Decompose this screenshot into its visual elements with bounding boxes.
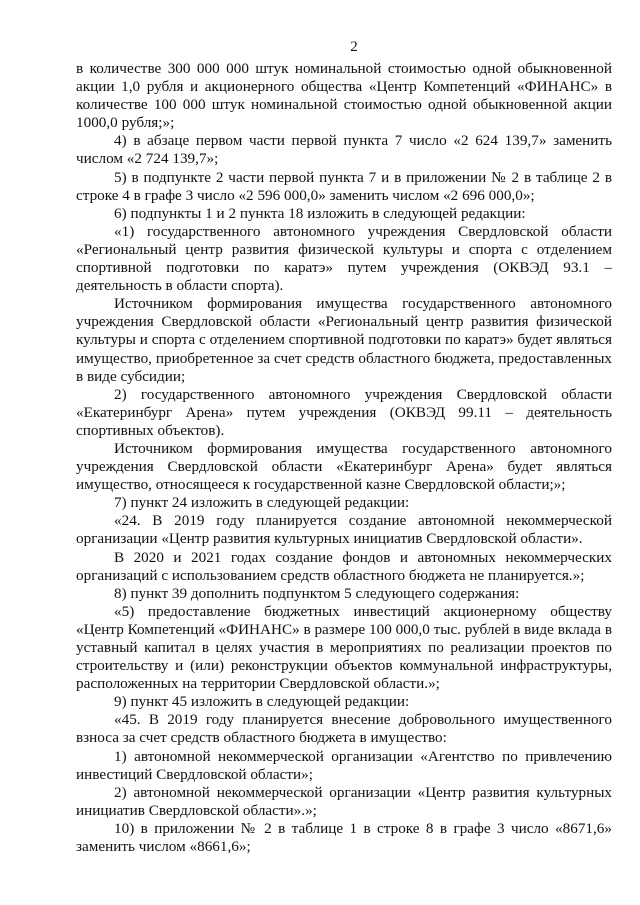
paragraph-point-24: «24. В 2019 году планируется создание автономной некоммерческой организации «Центр развития культурных инициатив Свердловской области».	[76, 512, 612, 548]
paragraph-item-7: 7) пункт 24 изложить в следующей редакции:	[114, 494, 410, 512]
paragraph-property-source-2: Источником формирования имущества государственного автономного учреждения Свердловской области «Екатеринбург Арена» будет являться имущество, относящееся к государственной казне Свердловской области;»;	[76, 439, 612, 494]
paragraph-point-45-subitem-1: 1) автономной некоммерческой организации «Агентство по привлечению инвестиций Свердловской области»;	[76, 747, 612, 783]
paragraph-continuation: в количестве 300 000 000 штук номинальной стоимостью одной обыкновенной акции 1,0 рубля и акционерного общества «Центр Компетенций «ФИНАНС» в количестве 100 000 штук номинальной стоимостью одной обыкновенной акции 1000,0 рубля;»;	[76, 60, 612, 132]
paragraph-point-24-continued: В 2020 и 2021 годах создание фондов и автономных некоммерческих организаций с использованием средств областного бюджета не планируется.»;	[76, 548, 612, 584]
paragraph-property-source-1: Источником формирования имущества государственного автономного учреждения Свердловской области «Региональный центр развития физической культуры и спорта с отделением спортивной подготовки по каратэ» будет являться имущество, приобретенное за счет средств областного бюджета, предоставленных в виде субсидии;	[76, 295, 612, 385]
page-number: 2	[350, 39, 358, 55]
paragraph-point-45-subitem-2: 2) автономной некоммерческой организации «Центр развития культурных инициатив Свердловской области».»;	[76, 783, 612, 819]
paragraph-item-6: 6) подпункты 1 и 2 пункта 18 изложить в следующей редакции:	[114, 204, 526, 222]
paragraph-subitem-2: 2) государственного автономного учреждения Свердловской области «Екатеринбург Арена» путем учреждения (ОКВЭД 99.11 – деятельность спортивных объектов).	[76, 385, 612, 439]
paragraph-item-8: 8) пункт 39 дополнить подпунктом 5 следующего содержания:	[114, 584, 520, 602]
paragraph-subitem-1: «1) государственного автономного учреждения Свердловской области «Региональный центр развития физической культуры и спорта с отделением спортивной подготовки по каратэ» путем учреждения (ОКВЭД 93.1 – деятельность в области спорта).	[76, 222, 612, 295]
paragraph-subitem-5: «5) предоставление бюджетных инвестиций акционерному обществу «Центр Компетенций «ФИНАНС» в размере 100 000,0 тыс. рублей в виде вклада в уставный капитал в целях участия в мероприятиях по реализации проектов по строительству и (или) реконструкции объектов коммунальной инфраструктуры, расположенных на территории Свердловской области.»;	[76, 602, 612, 693]
paragraph-point-45: «45. В 2019 году планируется внесение добровольного имущественного взноса за счет средств областного бюджета в имущество:	[76, 711, 612, 747]
paragraph-item-9: 9) пункт 45 изложить в следующей редакции:	[114, 693, 410, 711]
paragraph-item-4: 4) в абзаце первом части первой пункта 7 число «2 624 139,7» заменить числом «2 724 139,7»;	[76, 132, 612, 168]
paragraph-item-10: 10) в приложении № 2 в таблице 1 в строке 8 в графе 3 число «8671,6» заменить числом «8661,6»;	[76, 819, 612, 856]
paragraph-item-5: 5) в подпункте 2 части первой пункта 7 и в приложении № 2 в таблице 2 в строке 4 в графе 3 число «2 596 000,0» заменить числом «2 696 000,0»;	[76, 168, 612, 204]
document-body	[76, 60, 612, 856]
